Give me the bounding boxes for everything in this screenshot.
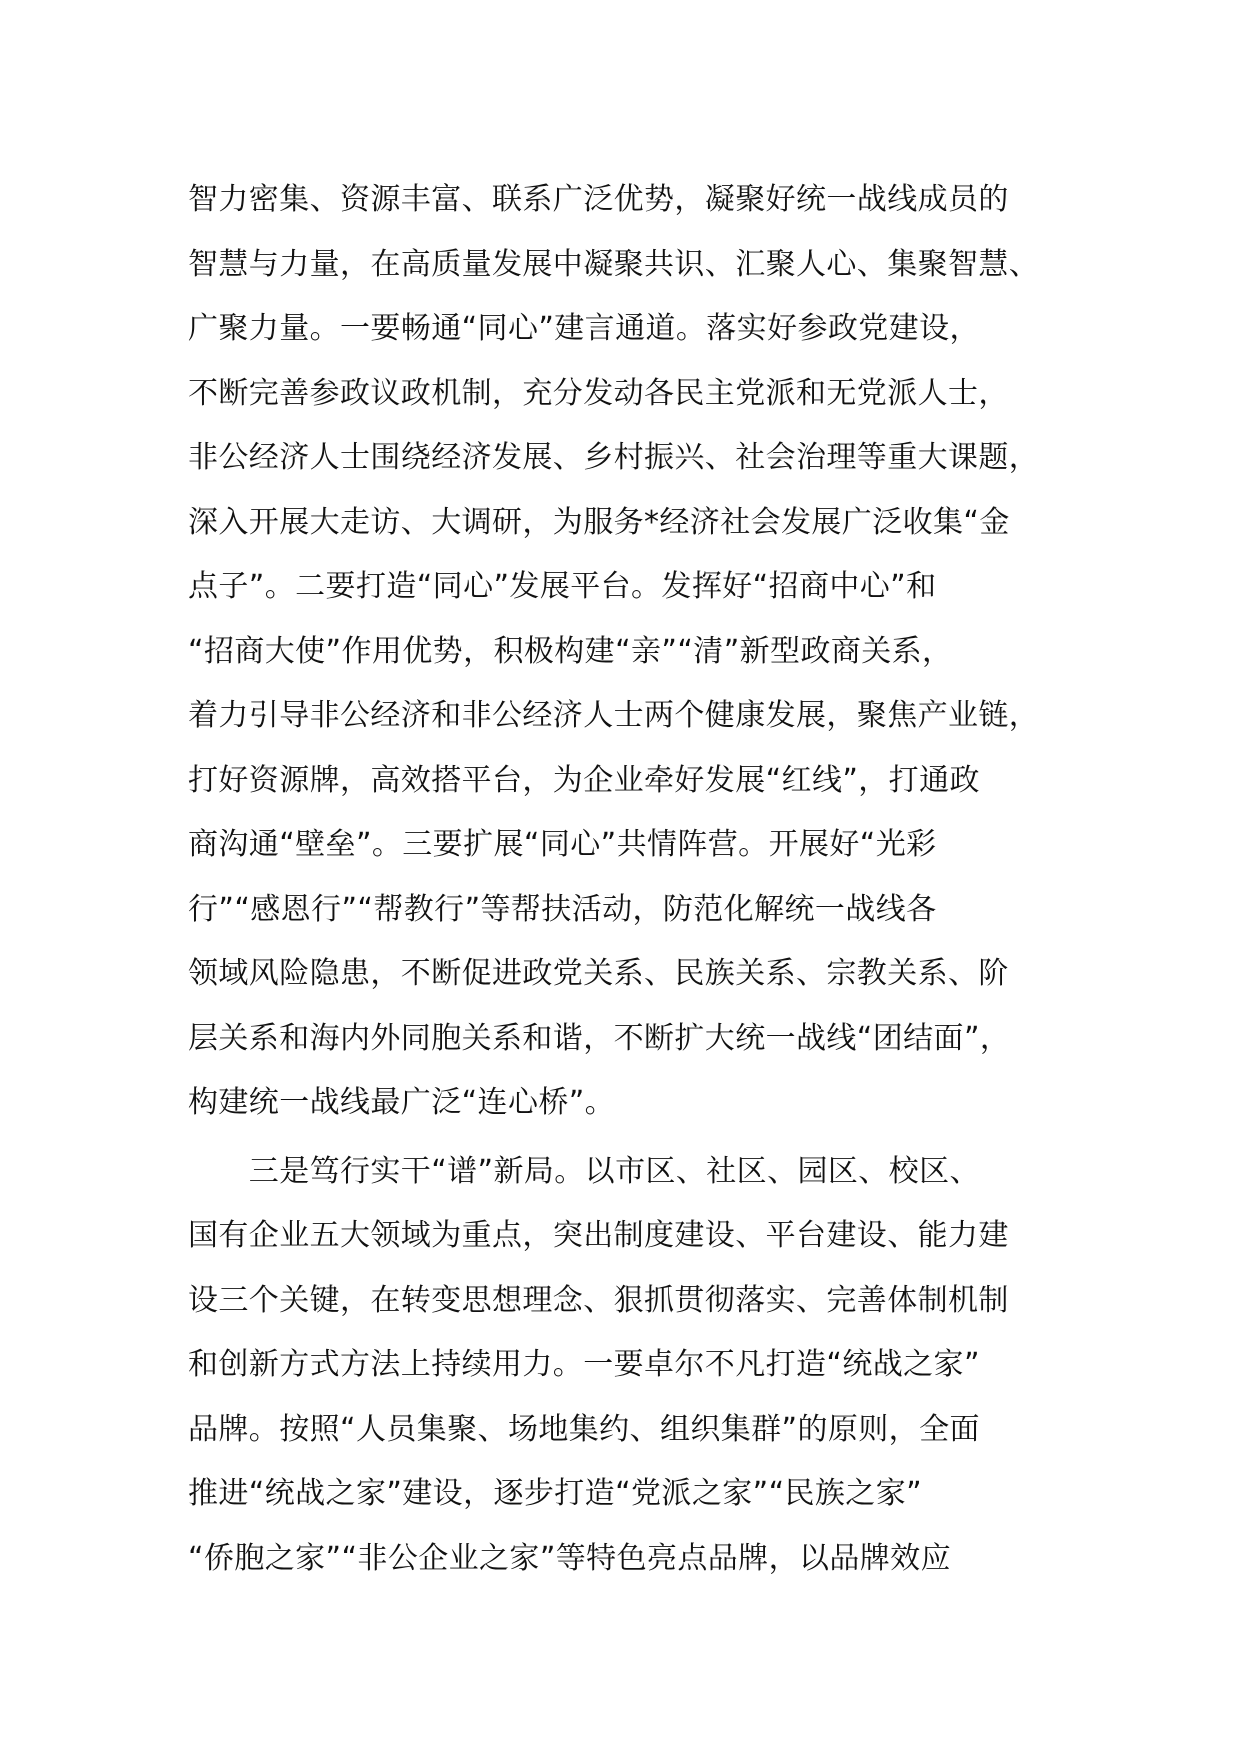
text-line: 着力引导非公经济和非公经济人士两个健康发展，聚焦产业链， [188, 698, 1040, 733]
text-line: 智力密集、资源丰富、联系广泛优势，凝聚好统一战线成员的 [188, 182, 1009, 217]
text-line: 行”“感恩行”“帮教行”等帮扶活动，防范化解统一战线各 [188, 891, 937, 927]
text-line: 点子”。二要打造“同心”发展平台。发挥好“招商中心”和 [188, 569, 937, 604]
text-line: “招商大使”作用优势，积极构建“亲”“清”新型政商关系， [188, 633, 953, 669]
text-line: 智慧与力量，在高质量发展中凝聚共识、汇聚人心、集聚智慧、 [188, 246, 1040, 282]
text-line: 广聚力量。一要畅通“同心”建言通道。落实好参政党建设， [188, 311, 980, 346]
text-line: 品牌。按照“人员集聚、场地集约、组织集群”的原则，全面 [188, 1411, 980, 1447]
text-line: 推进“统战之家”建设，逐步打造“党派之家”“民族之家” [188, 1476, 923, 1511]
text-line: 领域风险隐患，不断促进政党关系、民族关系、宗教关系、阶 [188, 956, 1009, 991]
text-line: “侨胞之家”“非公企业之家”等特色亮点品牌，以品牌效应 [188, 1540, 951, 1576]
text-line: 层关系和海内外同胞关系和谐，不断扩大统一战线“团结面”， [188, 1020, 1011, 1056]
text-line: 非公经济人士围绕经济发展、乡村振兴、社会治理等重大课题， [188, 440, 1040, 475]
text-line: 打好资源牌，高效搭平台，为企业牵好发展“红线”，打通政 [188, 762, 980, 798]
text-line: 三是笃行实干“谱”新局。以市区、社区、园区、校区、 [188, 1153, 980, 1189]
text-line: 构建统一战线最广泛“连心桥”。 [188, 1085, 616, 1120]
body-text [188, 168, 1088, 1591]
text-line: 设三个关键，在转变思想理念、狠抓贯彻落实、完善体制机制 [188, 1282, 1009, 1318]
text-line: 商沟通“壁垒”。三要扩展“同心”共情阵营。开展好“光彩 [188, 827, 937, 862]
text-line: 深入开展大走访、大调研，为服务*经济社会发展广泛收集“金 [188, 504, 1010, 540]
text-line: 国有企业五大领域为重点，突出制度建设、平台建设、能力建 [188, 1218, 1009, 1253]
text-line: 和创新方式方法上持续用力。一要卓尔不凡打造“统战之家” [188, 1347, 980, 1382]
text-line: 不断完善参政议政机制，充分发动各民主党派和无党派人士， [188, 375, 1009, 411]
